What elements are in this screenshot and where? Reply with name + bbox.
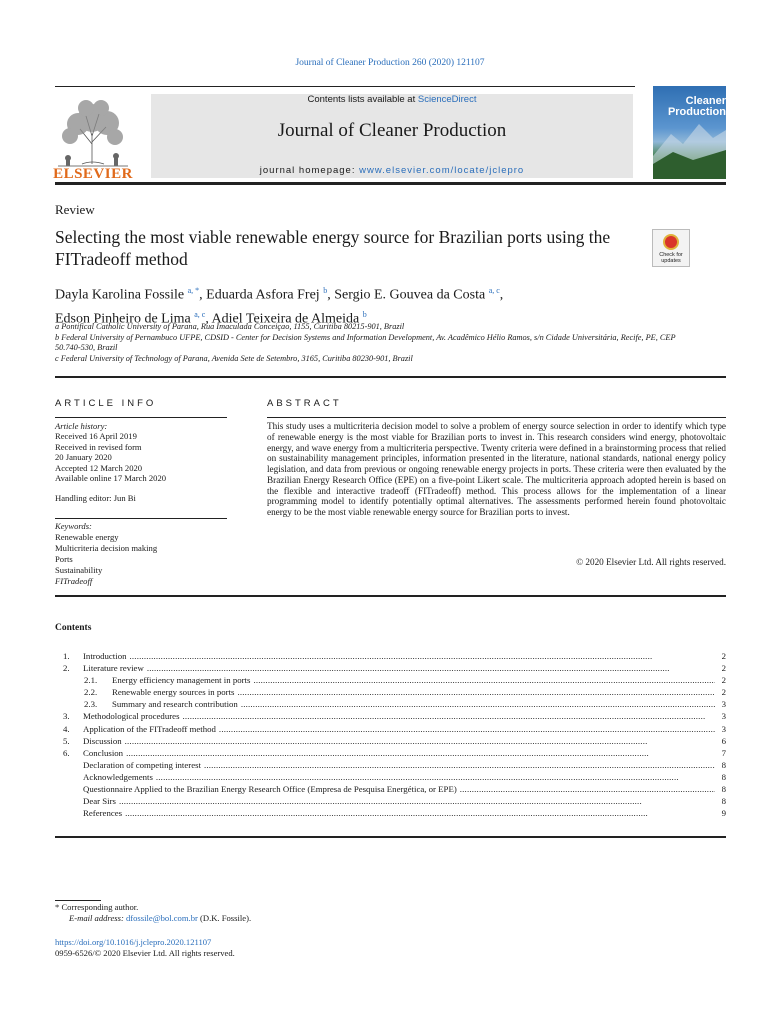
article-info-rule bbox=[55, 417, 227, 418]
check-for-updates-button[interactable] bbox=[652, 229, 690, 267]
article-info-heading: ARTICLE INFO bbox=[55, 398, 157, 409]
toc-number: 2. bbox=[63, 663, 70, 674]
toc-number: 6. bbox=[63, 747, 70, 758]
toc-leader-dots bbox=[219, 723, 715, 735]
section-rule bbox=[55, 836, 726, 838]
author-affil-marker[interactable]: a, c bbox=[488, 286, 500, 295]
toc-leader-dots bbox=[147, 662, 715, 674]
abstract-heading: ABSTRACT bbox=[267, 398, 342, 409]
affiliations bbox=[55, 322, 695, 364]
footnote bbox=[55, 902, 455, 923]
toc-page-number: 7 bbox=[721, 747, 726, 758]
toc-title[interactable]: Questionnaire Applied to the Brazilian Energy Research Office (Empresa de Pesquisa Energética, or EPE) bbox=[83, 784, 457, 795]
keyword-item: Renewable energy bbox=[55, 532, 119, 543]
author-affil-marker[interactable]: a, * bbox=[187, 286, 200, 295]
author-affil-marker[interactable]: b bbox=[323, 286, 328, 295]
check-updates-icon bbox=[663, 234, 679, 250]
email-link[interactable]: dfossile@bol.com.br bbox=[125, 912, 198, 923]
toc-page-number: 8 bbox=[721, 784, 726, 795]
elsevier-wordmark: ELSEVIER bbox=[53, 166, 133, 182]
toc-entry[interactable] bbox=[55, 710, 726, 722]
toc-number: 3. bbox=[63, 711, 70, 722]
history-item: Received in revised form bbox=[55, 441, 142, 452]
toc-title[interactable]: References bbox=[83, 808, 123, 819]
cover-title-line2: Production bbox=[667, 106, 726, 118]
author-affil-marker[interactable]: b bbox=[362, 309, 367, 319]
keywords-rule bbox=[55, 518, 227, 519]
toc-entry[interactable] bbox=[55, 723, 726, 735]
toc-leader-dots bbox=[156, 771, 715, 783]
masthead-top-rule bbox=[55, 86, 635, 87]
cover-title bbox=[656, 96, 726, 118]
toc-title[interactable]: Energy efficiency management in ports bbox=[112, 675, 251, 686]
journal-title: Journal of Cleaner Production bbox=[277, 120, 507, 141]
author-name[interactable]: Dayla Karolina Fossile bbox=[55, 287, 185, 303]
article-type: Review bbox=[55, 202, 95, 217]
toc-title[interactable]: Dear Sirs bbox=[83, 796, 116, 807]
history-item: Accepted 12 March 2020 bbox=[55, 462, 143, 473]
author-affil-marker[interactable]: a, c bbox=[194, 309, 206, 319]
toc-number bbox=[55, 783, 83, 795]
journal-citation-link[interactable]: Journal of Cleaner Production 260 (2020) 121107 bbox=[295, 58, 485, 68]
toc-page-number: 8 bbox=[721, 771, 726, 782]
toc-number bbox=[55, 795, 83, 807]
toc-title[interactable]: Literature review bbox=[83, 663, 144, 674]
keyword-item: FITradeoff bbox=[55, 576, 93, 587]
abstract-rule bbox=[267, 417, 726, 418]
toc-number: 4. bbox=[63, 723, 70, 734]
toc-entry[interactable] bbox=[55, 662, 726, 674]
toc-number: 2.3. bbox=[84, 699, 98, 710]
toc-page-number: 3 bbox=[721, 699, 726, 710]
toc-number: 5. bbox=[63, 735, 70, 746]
article-title: Selecting the most viable renewable energy source for Brazilian ports using the FITradeoff method bbox=[55, 227, 611, 269]
keywords-label: Keywords: bbox=[55, 521, 92, 531]
toc-leader-dots bbox=[126, 747, 715, 759]
history-item: Received 16 April 2019 bbox=[55, 431, 137, 442]
contents-available-line bbox=[151, 94, 633, 105]
author-separator: , bbox=[327, 287, 335, 303]
toc-number: 2.2. bbox=[84, 687, 98, 698]
handling-editor: Handling editor: Jun Bi bbox=[55, 493, 136, 504]
affiliation-item: a Pontifical Catholic University of Parana, Rua Imaculada Conceiçao, 1155, Curitiba 80215-901, Brazil bbox=[55, 322, 405, 331]
author-name[interactable]: Adiel Teixeira de Almeida bbox=[211, 311, 360, 327]
table-of-contents bbox=[55, 650, 726, 819]
toc-page-number: 2 bbox=[721, 675, 726, 686]
toc-entry[interactable] bbox=[55, 771, 726, 783]
author-name[interactable]: Edson Pinheiro de Lima bbox=[55, 311, 191, 327]
toc-leader-dots bbox=[237, 686, 715, 698]
toc-page-number: 8 bbox=[721, 796, 726, 807]
section-rule bbox=[55, 595, 726, 597]
homepage-prefix: journal homepage: bbox=[259, 165, 360, 176]
toc-leader-dots bbox=[125, 735, 715, 747]
toc-page-number: 2 bbox=[721, 651, 726, 661]
toc-entry[interactable] bbox=[55, 698, 726, 710]
toc-entry[interactable] bbox=[55, 735, 726, 747]
keywords bbox=[55, 521, 227, 588]
toc-title[interactable]: Acknowledgements bbox=[83, 771, 153, 782]
author-separator: , bbox=[199, 287, 207, 303]
toc-leader-dots bbox=[253, 674, 715, 686]
toc-title[interactable]: Conclusion bbox=[83, 747, 124, 758]
keyword-item: Multicriteria decision making bbox=[55, 543, 158, 554]
corresponding-author-note: * Corresponding author. bbox=[55, 902, 139, 912]
toc-entry[interactable] bbox=[55, 759, 726, 771]
masthead-bottom-rule bbox=[55, 182, 726, 185]
toc-number bbox=[55, 759, 83, 771]
issn-copyright: 0959-6526/© 2020 Elsevier Ltd. All rights reserved. bbox=[55, 947, 235, 958]
journal-homepage-link[interactable]: www.elsevier.com/locate/jclepro bbox=[359, 165, 525, 176]
toc-entry[interactable] bbox=[55, 795, 726, 807]
toc-number bbox=[55, 771, 83, 783]
doi-block bbox=[55, 937, 455, 958]
history-item: Available online 17 March 2020 bbox=[55, 473, 167, 484]
toc-entry[interactable] bbox=[55, 686, 726, 698]
toc-number: 1. bbox=[63, 651, 70, 661]
toc-title[interactable]: Application of the FITradeoff method bbox=[83, 723, 216, 734]
email-owner: (D.K. Fossile). bbox=[197, 912, 252, 923]
author-name[interactable]: Sergio E. Gouvea da Costa bbox=[334, 287, 486, 303]
affiliation-item: c Federal University of Technology of Parana, Avenida Sete de Setembro, 3165, Curitiba 80230-901, Brazil bbox=[55, 353, 413, 363]
check-updates-label: Check for updates bbox=[659, 252, 683, 264]
toc-leader-dots bbox=[119, 795, 715, 807]
toc-entry[interactable] bbox=[55, 807, 726, 819]
toc-leader-dots bbox=[125, 807, 715, 819]
keyword-item: Ports bbox=[55, 554, 73, 565]
author-separator: , bbox=[205, 311, 212, 327]
toc-title[interactable]: Renewable energy sources in ports bbox=[112, 687, 235, 698]
toc-entry[interactable] bbox=[55, 747, 726, 759]
keyword-item: Sustainability bbox=[55, 565, 103, 576]
author-name[interactable]: Eduarda Asfora Frej bbox=[206, 287, 320, 303]
toc-leader-dots bbox=[204, 759, 715, 771]
contents-heading: Contents bbox=[55, 623, 92, 633]
sciencedirect-link[interactable]: ScienceDirect bbox=[417, 94, 477, 105]
affiliation-item: b Federal University of Pernambuco UFPE, CDSID - Center for Decision Systems and Information Development, Av. Acadêmico Hélio Ramos, s/n Cidade Universitária, Recife, PE, CEP 50.740-530, Brazil bbox=[55, 332, 676, 353]
abstract-text: This study uses a multicriteria decision model to solve a problem of energy source selection in order to identify which type of renewable energy is the most viable for Brazilian ports to invest in. This research considers wind energy, photovoltaic energy, and wave energy from a multicriteria perspective. Twenty criteria were defined in a brainstorming process that relied on sustainability management principles, information presented in the literature, national standards, national energy policy legislation, and data from previous or ongoing renewable energy projects in ports. These criteria were then evaluated by the Brazilian Energy Research Office (EPE) on a five-point Likert scale. The multicriteria approach adopted herein is based on the flexible and interactive tradeoff (FITradeoff) method. This process allows for the implementation of a linear programming model to identify potentially optimal alternatives. The assessments performed herein found photovoltaic energy to be the most viable renewable energy source for Brazilian ports to invest. bbox=[267, 421, 726, 517]
toc-leader-dots bbox=[241, 698, 715, 710]
toc-entry[interactable] bbox=[55, 783, 726, 795]
toc-page-number: 3 bbox=[721, 723, 726, 734]
doi-link[interactable]: https://doi.org/10.1016/j.jclepro.2020.121107 bbox=[55, 937, 212, 947]
toc-page-number: 9 bbox=[721, 808, 726, 819]
email-label: E-mail address: bbox=[69, 912, 126, 923]
toc-page-number: 2 bbox=[721, 687, 726, 698]
toc-page-number: 6 bbox=[721, 735, 726, 746]
history-item: 20 January 2020 bbox=[55, 452, 112, 463]
toc-leader-dots bbox=[460, 783, 715, 795]
toc-page-number: 3 bbox=[721, 711, 726, 722]
toc-title[interactable]: Summary and research contribution bbox=[112, 699, 238, 710]
toc-entry[interactable] bbox=[55, 674, 726, 686]
author-separator: , bbox=[499, 287, 504, 303]
toc-number bbox=[55, 807, 83, 819]
toc-number: 2.1. bbox=[84, 675, 98, 686]
toc-page-number: 8 bbox=[721, 759, 726, 770]
toc-title[interactable]: Methodological procedures bbox=[83, 711, 180, 722]
contents-prefix: Contents lists available at bbox=[307, 94, 418, 105]
toc-title[interactable]: Introduction bbox=[83, 651, 127, 661]
abstract-copyright: © 2020 Elsevier Ltd. All rights reserved. bbox=[576, 557, 726, 567]
toc-leader-dots bbox=[130, 650, 716, 662]
toc-title[interactable]: Discussion bbox=[83, 735, 122, 746]
history-label: Article history: bbox=[55, 421, 108, 431]
toc-title[interactable]: Declaration of competing interest bbox=[83, 759, 201, 770]
article-history bbox=[55, 421, 227, 504]
footnote-rule bbox=[55, 900, 101, 901]
toc-page-number: 2 bbox=[721, 663, 726, 674]
journal-homepage-line bbox=[151, 165, 633, 176]
cover-title-line1: Cleaner bbox=[685, 95, 726, 107]
section-rule bbox=[55, 376, 726, 378]
toc-leader-dots bbox=[183, 710, 716, 722]
toc-entry[interactable] bbox=[55, 650, 726, 662]
